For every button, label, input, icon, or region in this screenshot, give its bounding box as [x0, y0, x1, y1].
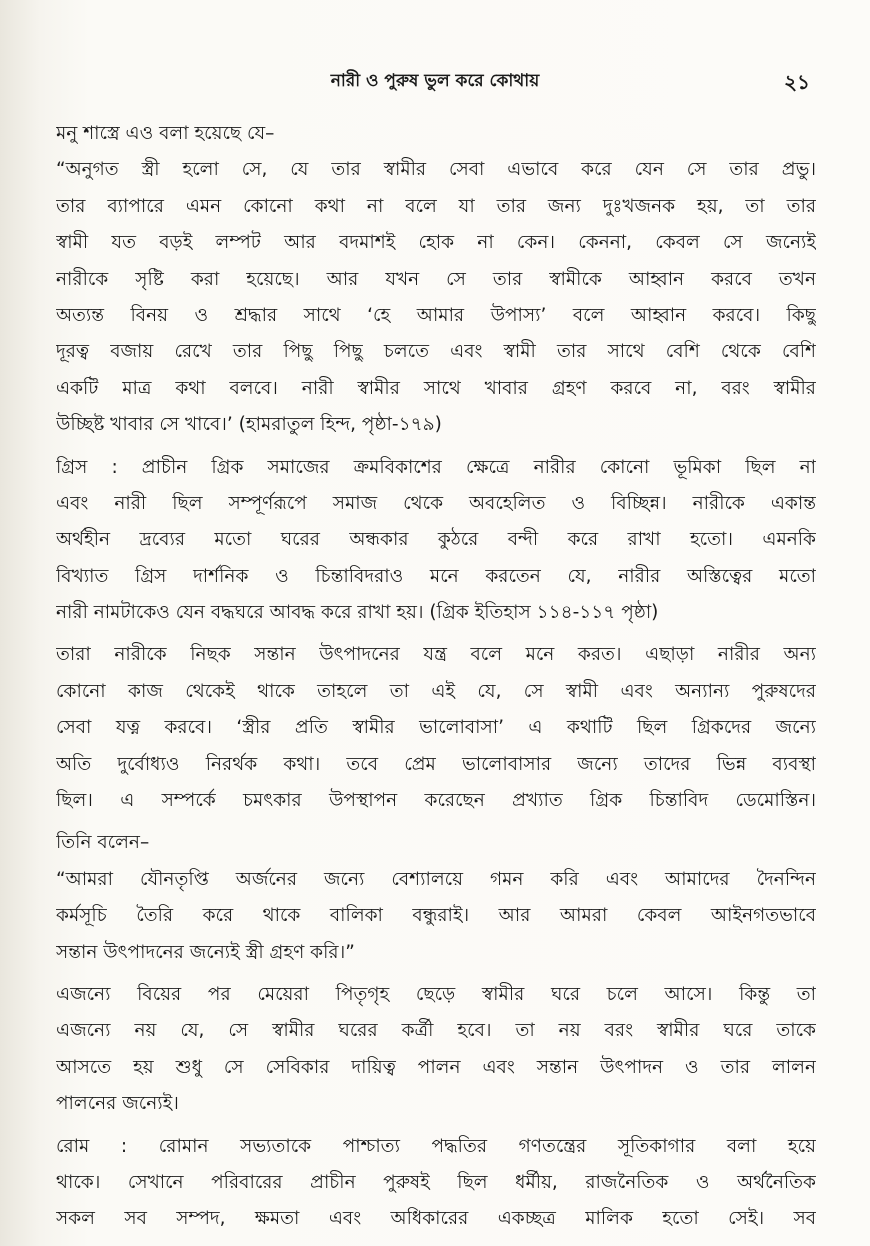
text-line: গ্রিস : প্রাচীন গ্রিক সমাজের ক্রমবিকাশের ক্ষেত্রে নারীর কোনো ভূমিকা ছিল না: [56, 456, 816, 478]
text-line: অত্যন্ত বিনয় ও শ্রদ্ধার সাথে ‘হে আমার উপাস্য’ বলে আহ্বান করবে। কিছু: [56, 304, 816, 326]
running-title: নারী ও পুরুষ ভুল করে কোথায়: [330, 71, 540, 91]
text-line: নারীকে সৃষ্টি করা হয়েছে। আর যখন সে তার স্বামীকে আহ্বান করবে তখন: [56, 268, 816, 290]
text-line: উচ্ছিষ্ট খাবার সে খাবে।’ (হামরাতুল হিন্দ, পৃষ্ঠা-১৭৯): [56, 414, 442, 436]
text-line: আসতে হয় শুধু সে সেবিকার দায়িত্ব পালন এবং সন্তান উৎপাদন ও তার লালন: [56, 1056, 816, 1078]
text-line: অর্থহীন দ্রব্যের মতো ঘরের অন্ধকার কুঠরে বন্দী করে রাখা হতো। এমনকি: [56, 529, 816, 551]
text-line: তারা নারীকে নিছক সন্তান উৎপাদনের যন্ত্র বলে মনে করত। এছাড়া নারীর অন্য: [56, 644, 816, 666]
text-line: “আমরা যৌনতৃপ্তি অর্জনের জন্যে বেশ্যালয়ে গমন করি এবং আমাদের দৈনন্দিন: [56, 868, 816, 890]
text-line: ছিল। এ সম্পর্কে চমৎকার উপস্থাপন করেছেন প্রখ্যাত গ্রিক চিন্তাবিদ ডেমোস্তিন।: [56, 790, 816, 812]
text-line: এবং নারী ছিল সম্পূর্ণরূপে সমাজ থেকে অবহেলিত ও বিচ্ছিন্ন। নারীকে একান্ত: [56, 492, 816, 514]
paragraph: [56, 862, 816, 971]
text-line: পালনের জন্যেই।: [56, 1093, 179, 1115]
text-line: তার ব্যাপারে এমন কোনো কথা না বলে যা তার জন্য দুঃখজনক হয়, তা তার: [56, 195, 816, 217]
paragraph: [56, 152, 816, 443]
text-line: সকল সব সম্পদ, ক্ষমতা এবং অধিকারের একচ্ছত্র মালিক হতো সেই। সব: [56, 1208, 816, 1230]
text-line: এজন্যে বিয়ের পর মেয়েরা পিতৃগৃহ ছেড়ে স্বামীর ঘরে চলে আসে। কিন্তু তা: [56, 983, 816, 1005]
text-line: দূরত্ব বজায় রেখে তার পিছু পিছু চলতে এবং স্বামী তার সাথে বেশি থেকে বেশি: [56, 341, 816, 363]
text-line: সন্তান উৎপাদনের জন্যেই স্ত্রী গ্রহণ করি।”: [56, 941, 355, 963]
text-line: নারী নামটাকেও যেন বদ্ধঘরে আবদ্ধ করে রাখা হয়। (গ্রিক ইতিহাস ১১৪-১১৭ পৃষ্ঠা): [56, 602, 659, 624]
text-line: রোম : রোমান সভ্যতাকে পাশ্চাত্য পদ্ধতির গণতন্ত্রের সূতিকাগার বলা হয়ে: [56, 1135, 816, 1157]
text-line: “অনুগত স্ত্রী হলো সে, যে তার স্বামীর সেবা এভাবে করে যেন সে তার প্রভু।: [56, 159, 816, 181]
text-line: বিখ্যাত গ্রিস দার্শনিক ও চিন্তাবিদরাও মনে করতেন যে, নারীর অস্তিত্বের মতো: [56, 565, 816, 587]
text-line: অতি দুর্বোধ্যও নিরর্থক কথা। তবে প্রেম ভালোবাসার জন্যে তাদের ভিন্ন ব্যবস্থা: [56, 753, 816, 775]
text-line: সেবা যত্ন করবে। ‘স্ত্রীর প্রতি স্বামীর ভালোবাসা’ এ কথাটি ছিল গ্রিকদের জন্যে: [56, 717, 816, 739]
text-line: স্বামী যত বড়ই লম্পট আর বদমাশই হোক না কেন। কেননা, কেবল সে জন্যেই: [56, 232, 816, 254]
paragraph: [56, 825, 816, 861]
body-text: [56, 116, 816, 1238]
paragraph: [56, 116, 816, 152]
text-line: এজন্যে নয় যে, সে স্বামীর ঘরের কর্ত্রী হবে। তা নয় বরং স্বামীর ঘরে তাকে: [56, 1020, 816, 1042]
page-number: ২১: [784, 70, 810, 94]
paragraph: [56, 1129, 816, 1238]
text-line: থাকে। সেখানে পরিবারের প্রাচীন পুরুষই ছিল ধর্মীয়, রাজনৈতিক ও অর্থনৈতিক: [56, 1171, 816, 1193]
text-line: একটি মাত্র কথা বলবে। নারী স্বামীর সাথে খাবার গ্রহণ করবে না, বরং স্বামীর: [56, 377, 816, 399]
text-line: কোনো কাজ থেকেই থাকে তাহলে তা এই যে, সে স্বামী এবং অন্যান্য পুরুষদের: [56, 680, 816, 702]
paragraph: [56, 977, 816, 1123]
paragraph: [56, 637, 816, 819]
text-line: তিনি বলেন–: [56, 832, 150, 854]
text-line: কর্মসূচি তৈরি করে থাকে বালিকা বন্ধুরাই। আর আমরা কেবল আইনগতভাবে: [56, 905, 816, 927]
paragraph: [56, 450, 816, 632]
text-line: মনু শাস্ত্রে এও বলা হয়েছে যে–: [56, 123, 275, 144]
page-header: [60, 68, 810, 102]
